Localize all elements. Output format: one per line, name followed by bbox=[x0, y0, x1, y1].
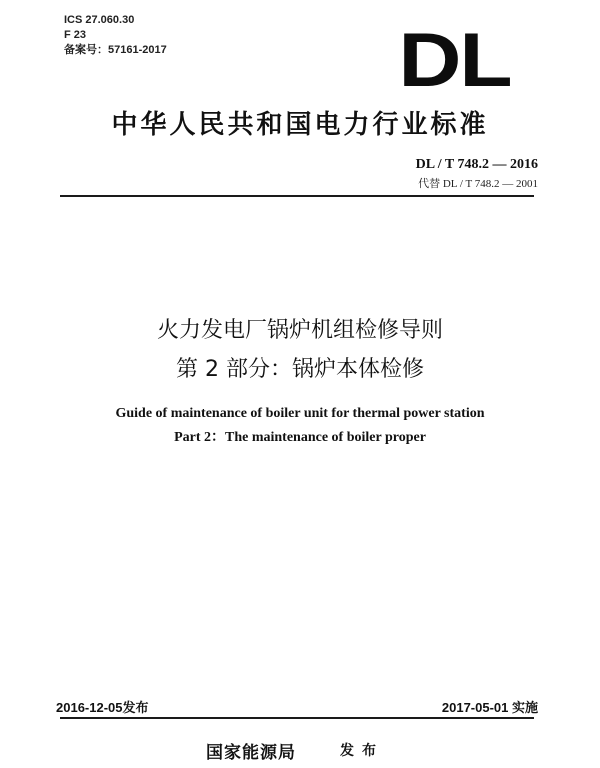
chinese-title-line-2: 第 2 部分：锅炉本体检修 bbox=[176, 357, 424, 382]
main-title: 中华人民共和国电力行业标准 bbox=[111, 110, 489, 140]
standard-number: DL / T 748.2 — 2016 bbox=[415, 157, 538, 172]
header-divider bbox=[60, 195, 534, 197]
chinese-title-line-1: 火力发电厂锅炉机组检修导则 bbox=[156, 318, 443, 343]
publisher-name: 国家能源局 bbox=[206, 743, 296, 763]
dl-logo: DL bbox=[398, 18, 510, 103]
replaces-standard: 代替 DL / T 748.2 — 2001 bbox=[418, 178, 538, 190]
record-number: 备案号：57161-2017 bbox=[64, 44, 167, 56]
effective-date: 2017-05-01 实施 bbox=[441, 700, 538, 715]
english-title-line-2: Part 2：The maintenance of boiler proper bbox=[174, 430, 426, 445]
footer-divider bbox=[60, 717, 534, 719]
publish-label: 发布 bbox=[340, 743, 384, 759]
ics-code: ICS 27.060.30 bbox=[64, 14, 135, 26]
issue-date: 2016-12-05发布 bbox=[56, 700, 149, 715]
category-code: F 23 bbox=[64, 29, 87, 41]
english-title-line-1: Guide of maintenance of boiler unit for thermal power station bbox=[115, 406, 485, 421]
